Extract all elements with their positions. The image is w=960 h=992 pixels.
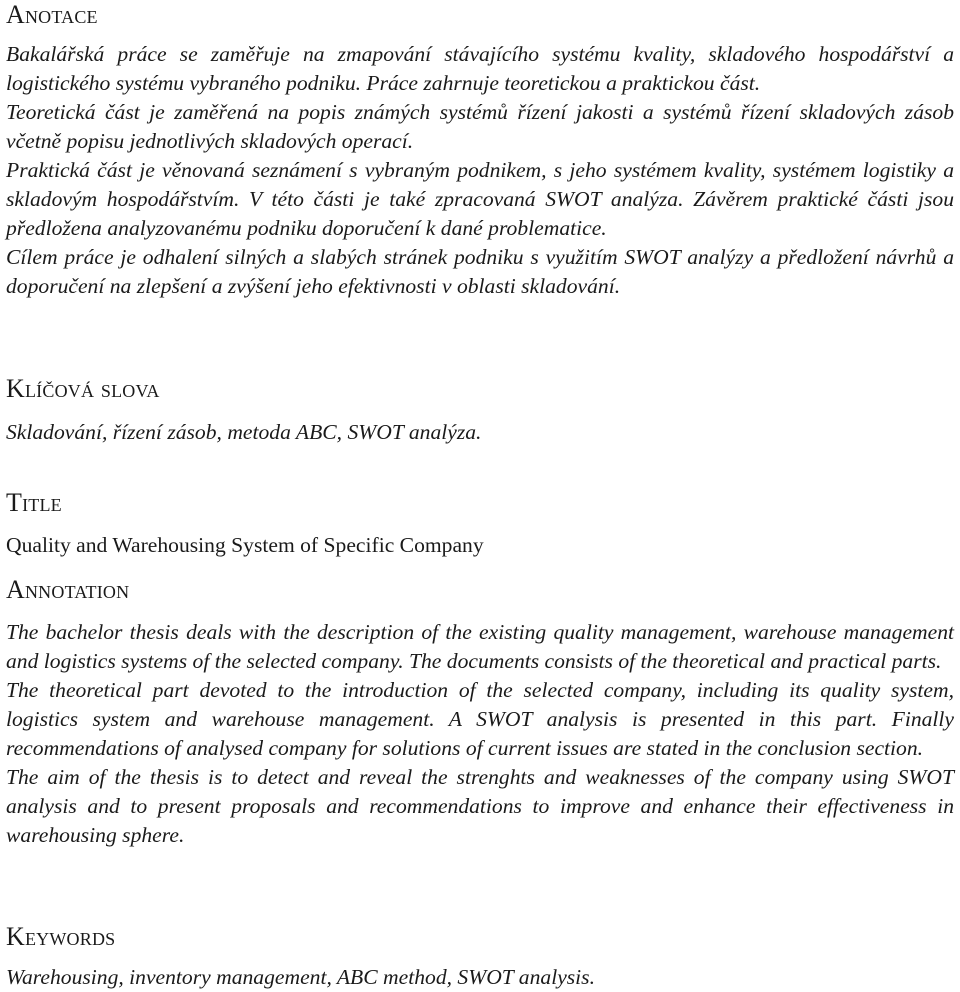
annotation-paragraph-3: The aim of the thesis is to detect and reveal the strenghts and weaknesses of the company using SWOT analysis and to present proposals and recommendations to improve and enhance their effectiveness in warehousing sphere.	[6, 765, 954, 847]
klicova-slova-text: Skladování, řízení zásob, metoda ABC, SWOT analýza.	[6, 420, 482, 444]
anotace-paragraph-2: Teoretická část je zaměřená na popis známých systémů řízení jakosti a systémů řízení skladových zásob včetně popisu jednotlivých skladových operací.	[6, 100, 954, 153]
heading-keywords: Keywords	[6, 922, 116, 951]
annotation-section	[6, 618, 954, 850]
anotace-paragraph-1: Bakalářská práce se zaměřuje na zmapování stávajícího systému kvality, skladového hospodářství a logistického systému vybraného podniku. Práce zahrnuje teoretickou a praktickou část.	[6, 42, 954, 95]
annotation-paragraph-1: The bachelor thesis deals with the description of the existing quality management, warehouse management and logistics systems of the selected company. The documents consists of the theoretical and practical parts.	[6, 620, 954, 673]
heading-annotation: Annotation	[6, 575, 130, 604]
keywords-text: Warehousing, inventory management, ABC method, SWOT analysis.	[6, 965, 595, 989]
anotace-paragraph-4: Cílem práce je odhalení silných a slabých stránek podniku s využitím SWOT analýzy a předložení návrhů a doporučení na zlepšení a zvýšení jeho efektivnosti v oblasti skladování.	[6, 245, 954, 298]
heading-title: Title	[6, 488, 62, 517]
anotace-section	[6, 40, 954, 301]
anotace-paragraph-3: Praktická část je věnovaná seznámení s vybraným podnikem, s jeho systémem kvality, systémem logistiky a skladovým hospodářstvím. V této části je také zpracovaná SWOT analýza. Závěrem praktické části jsou předložena analyzovanému podniku doporučení k dané problematice.	[6, 158, 954, 240]
heading-anotace: Anotace	[6, 0, 98, 29]
title-text: Quality and Warehousing System of Specific Company	[6, 533, 484, 557]
annotation-paragraph-2: The theoretical part devoted to the introduction of the selected company, including its quality system, logistics system and warehouse management. A SWOT analysis is presented in this part. Finally recommendations of analysed company for solutions of current issues are stated in the conclusion section.	[6, 678, 954, 760]
heading-klicova-slova: Klíčová slova	[6, 374, 160, 403]
